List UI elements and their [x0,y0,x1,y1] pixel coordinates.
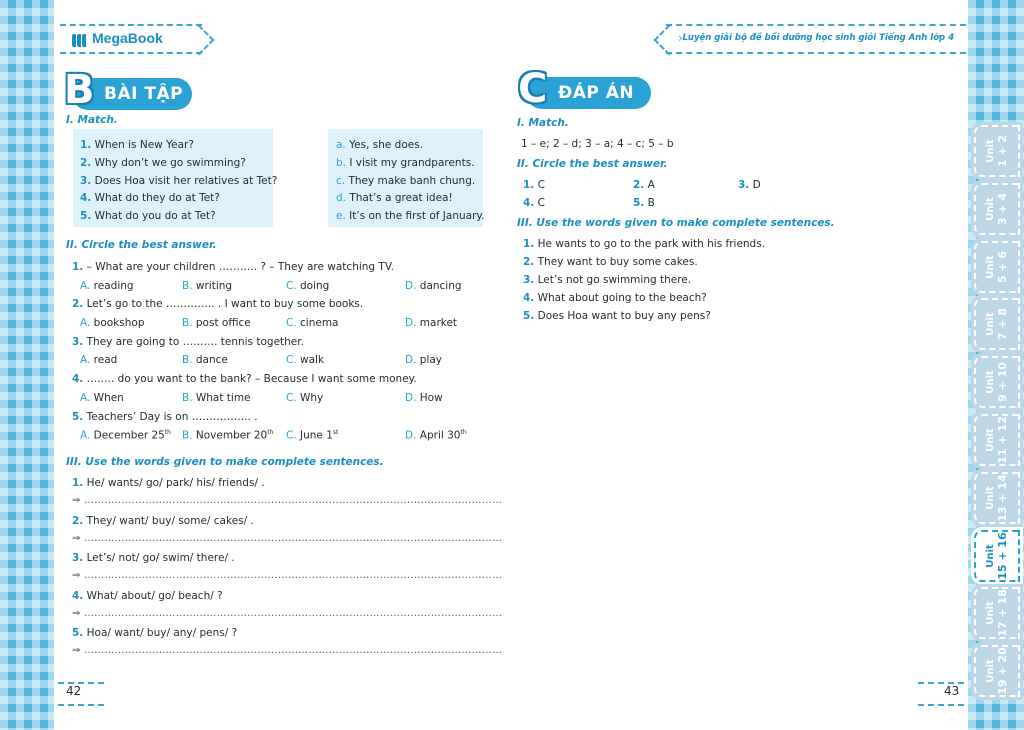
answer-option [405,392,443,404]
option-text: November 20 [192,429,268,442]
tab-range-label: 11 + 12 [996,416,1009,464]
section-letter: B [64,67,95,113]
answer-line: ⇒ …………………………………………………………………………………………………………… [72,532,503,544]
unit-tab[interactable] [974,414,1020,466]
answer-line: ⇒ …………………………………………………………………………………………………………… [72,570,503,582]
item-number: d. [336,192,347,205]
unit-tab[interactable] [974,356,1020,408]
section-title: BÀI TẬP [104,84,184,104]
item-number: 2. [80,156,92,169]
option-letter: D. [405,316,417,329]
brand-logo-icon [72,32,90,45]
tab-label [985,135,1009,167]
page-number: 42 [66,684,82,698]
option-letter: D. [405,279,417,292]
option-text: How [416,391,443,404]
answer-option [80,429,171,442]
tab-unit-label: Unit [985,428,996,452]
item-number: 5. [523,310,535,322]
option-text: play [416,354,443,367]
option-letter: A. [80,316,91,329]
question-stem [72,336,304,348]
item-number: 2. [72,298,84,311]
sentence-answer [523,274,691,286]
option-letter: B. [182,354,193,367]
option-letter: A. [80,391,91,404]
answer-option [286,354,324,366]
tab-unit-label: Unit [985,659,996,683]
item-text: Why don’t we go swimming? [91,156,246,169]
tab-label [985,362,1009,402]
sentence-prompt [72,627,237,639]
answer-option [80,392,124,404]
item-text: Let’s/ not/ go/ swim/ there/ . [83,552,235,565]
option-superscript: st [332,429,339,437]
tab-label [985,532,1009,580]
match-question [80,157,246,169]
answer-line: ⇒ …………………………………………………………………………………………………………… [72,607,503,619]
unit-tab[interactable] [974,241,1020,293]
item-text: What do they do at Tet? [91,192,220,205]
question-stem [72,411,258,423]
section-letter: C [518,66,548,112]
item-text: Hoa/ want/ buy/ any/ pens/ ? [83,627,238,640]
option-text: What time [192,391,251,404]
match-response [336,210,484,222]
tab-label [985,647,1009,695]
question-stem [72,298,363,310]
right-page [511,0,968,730]
item-number: 3. [738,179,750,191]
tab-unit-label: Unit [985,486,996,510]
tab-unit-label: Unit [985,543,996,568]
tab-unit-label: Unit [985,254,996,279]
answer-option [286,280,329,292]
part-title: III. Use the words given to make complete sentences. [517,217,835,229]
option-letter: A. [80,279,91,292]
match-response [336,175,475,187]
option-text: June 1 [296,429,333,442]
item-text: D [749,179,761,191]
answer-option [286,392,323,404]
match-question [80,139,194,151]
item-text: When is New Year? [91,139,194,151]
option-letter: B. [182,279,193,292]
item-text: What do you do at Tet? [91,210,216,223]
option-text: reading [90,279,134,292]
tab-range-label: 9 + 10 [996,362,1009,403]
answer-option [405,280,462,292]
match-response [336,157,475,169]
option-text: writing [192,279,233,292]
tab-label [985,308,1009,340]
option-letter: C. [286,429,297,442]
option-text: walk [296,354,325,367]
option-letter: A. [80,429,91,442]
question-stem [72,373,417,385]
item-number: 4. [72,373,84,386]
answer-option [286,429,338,442]
answer-key-item [523,179,545,191]
item-text: A [644,179,655,191]
option-letter: D. [405,391,417,404]
sentence-answer [523,256,698,268]
tab-range-label: 3 + 4 [996,192,1009,225]
option-text: read [90,354,118,367]
part-title: I. Match. [517,117,569,129]
item-text: I visit my grandparents. [346,156,475,169]
option-text: post office [192,316,251,329]
option-superscript: th [164,429,171,437]
answer-option [405,317,457,329]
tab-range-label: 1 + 2 [996,134,1009,168]
item-number: 5. [80,210,92,223]
answer-option [182,429,273,442]
unit-tab[interactable] [974,587,1020,639]
sentence-answer [523,310,711,322]
tab-unit-label: Unit [985,312,996,337]
item-number: 3. [80,174,92,187]
tab-range-label: 5 + 6 [996,250,1009,283]
item-text: What about going to the beach? [534,292,707,304]
item-text: He/ wants/ go/ park/ his/ friends/ . [83,477,265,489]
item-text: C [534,197,545,209]
item-number: 1. [523,179,535,191]
item-text: Let’s not go swimming there. [534,274,692,286]
page-number: 43 [944,684,960,698]
answer-key-item [738,179,761,191]
match-question [80,192,220,204]
option-text: April 30 [416,429,461,442]
answer-option [80,280,134,292]
item-number: 3. [72,335,84,348]
tab-label [985,416,1009,464]
unit-tab[interactable] [974,645,1020,697]
unit-tab[interactable] [974,530,1020,582]
sentence-prompt [72,590,223,602]
left-gingham-border [0,0,54,730]
part-title: III. Use the words given to make complete sentences. [66,456,384,468]
option-text: bookshop [90,316,145,329]
option-letter: D. [405,354,417,367]
item-number: 5. [633,197,645,209]
option-letter: C. [286,279,297,292]
option-letter: C. [286,391,297,404]
answer-line: ⇒ …………………………………………………………………………………………………………… [72,495,503,506]
unit-tab[interactable] [974,183,1020,235]
tab-range-label: 13 + 14 [996,474,1009,522]
sentence-prompt [72,552,235,564]
option-text: doing [296,279,330,292]
item-text: It’s on the first of January. [345,210,485,223]
item-text: They are going to ………. tennis together. [83,335,304,348]
brand-name: MegaBook [92,30,163,46]
item-number: 1. [72,477,84,489]
part-title: I. Match. [66,114,118,126]
item-number: c. [336,174,346,187]
item-number: 1. [72,261,84,273]
item-number: 3. [523,274,535,286]
item-text: What/ about/ go/ beach/ ? [83,589,223,602]
tab-unit-label: Unit [985,370,996,394]
item-text: They make banh chung. [345,174,476,187]
item-text: Teachers’ Day is on …………….. . [83,410,258,423]
item-text: They want to buy some cakes. [534,256,698,268]
tab-label [985,193,1009,225]
item-text: He wants to go to the park with his friends. [534,238,766,250]
match-question [80,175,277,187]
part-title: II. Circle the best answer. [517,158,668,170]
answer-option [286,317,338,329]
item-number: 3. [72,552,84,565]
question-stem [72,261,394,273]
match-response [336,192,453,204]
option-text: December 25 [90,429,165,442]
option-letter: A. [80,354,91,367]
answer-option [405,429,467,442]
option-superscript: th [267,429,274,437]
option-text: When [90,391,124,404]
tab-label [985,590,1009,638]
item-number: e. [336,210,346,223]
answer-option [80,354,117,366]
option-letter: C. [286,316,297,329]
item-text: Yes, she does. [345,139,424,151]
answer-key-item [633,197,655,209]
tab-unit-label: Unit [985,601,996,626]
section-heading-exercises [64,67,192,113]
section-heading-answers [518,66,651,112]
option-letter: B. [182,429,193,442]
option-letter: D. [405,429,417,442]
tab-range-label: 17 + 18 [996,589,1009,638]
match-answer-key: 1 – e; 2 – d; 3 – a; 4 – c; 5 – b [521,138,674,150]
tab-unit-label: Unit [985,197,996,221]
answer-key-item [633,179,655,191]
tab-unit-label: Unit [985,139,996,163]
item-number: 4. [72,589,84,602]
match-question [80,210,216,222]
option-superscript: th [460,429,467,437]
item-number: 5. [72,410,84,423]
unit-tab[interactable] [974,298,1020,350]
chevron-right-icon: › [678,31,683,45]
sentence-answer [523,292,707,304]
item-text: Does Hoa visit her relatives at Tet? [91,174,278,187]
item-number: 1. [80,139,92,151]
answer-option [405,354,442,366]
unit-tab[interactable] [974,472,1020,524]
unit-tab[interactable] [974,125,1020,177]
item-number: 5. [72,627,84,640]
answer-option [80,317,145,329]
series-ribbon [666,24,966,54]
item-text: That’s a great idea! [346,192,453,205]
item-number: 2. [523,256,535,268]
item-text: They/ want/ buy/ some/ cakes/ . [83,514,254,527]
item-text: …….. do you want to the bank? – Because I want some money. [83,373,417,386]
option-letter: B. [182,391,193,404]
option-text: cinema [296,316,339,329]
item-number: 4. [80,192,92,205]
sentence-prompt [72,515,254,527]
option-letter: B. [182,316,193,329]
item-text: – What are your children ……….. ? – They are watching TV. [83,261,395,273]
tab-label [985,474,1009,522]
brand-ribbon [60,24,202,54]
tab-range-label: 15 + 16 [996,531,1009,580]
sentence-prompt [72,477,265,489]
option-text: dancing [416,279,462,292]
item-number: b. [336,156,347,169]
item-number: 4. [523,292,535,304]
answer-option [182,280,232,292]
tab-range-label: 7 + 8 [996,308,1009,341]
answer-key-item [523,197,545,209]
answer-line: ⇒ …………………………………………………………………………………………………………… [72,645,503,657]
item-number: 4. [523,197,535,209]
item-number: 1. [523,238,535,250]
answer-option [182,354,228,366]
option-letter: C. [286,354,297,367]
option-text: market [416,316,458,329]
match-response [336,139,423,151]
tab-label [985,251,1009,283]
option-text: Why [296,391,324,404]
item-number: 2. [72,514,84,527]
section-title: ĐÁP ÁN [558,83,635,103]
sentence-answer [523,238,765,250]
series-title: Luyện giải bộ đề bồi dưỡng học sinh giỏi Tiếng Anh lớp 4 [682,33,954,43]
answer-option [182,392,251,404]
option-text: dance [192,354,228,367]
item-text: Let’s go to the ………….. . I want to buy some books. [83,298,364,311]
item-text: B [644,197,655,209]
tab-range-label: 19 + 20 [996,647,1009,695]
item-number: 2. [633,179,645,191]
item-text: C [534,179,545,191]
answer-option [182,317,251,329]
part-title: II. Circle the best answer. [66,239,217,251]
item-text: Does Hoa want to buy any pens? [534,310,711,322]
item-number: a. [336,139,346,151]
